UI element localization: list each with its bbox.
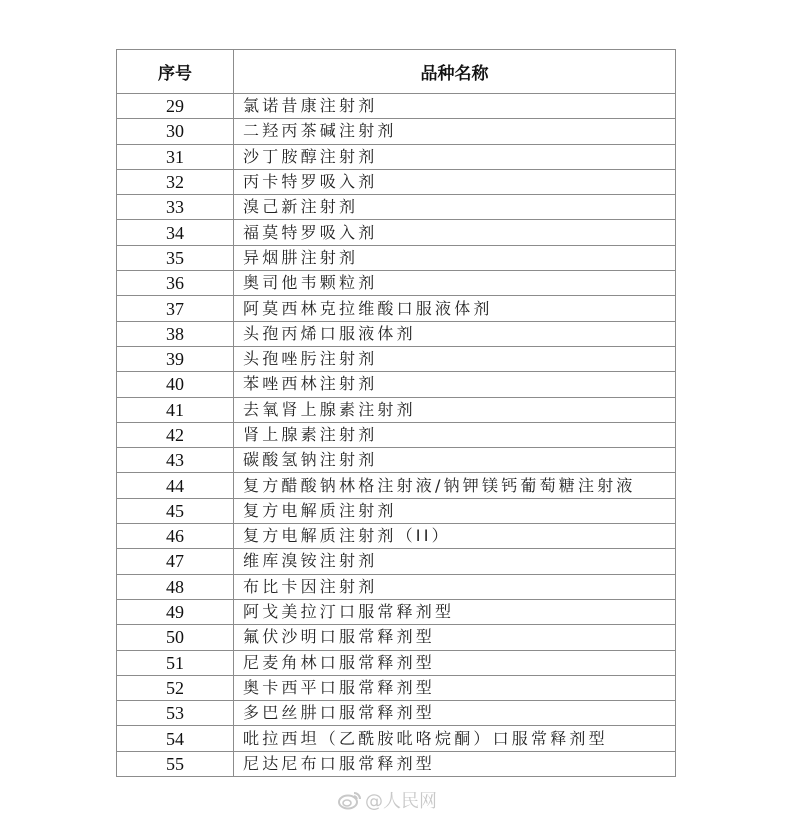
table-body [117, 94, 676, 777]
row-drug-name: 福莫特罗吸入剂 [234, 220, 676, 245]
row-drug-name: 头孢唑肟注射剂 [234, 346, 676, 371]
row-index: 34 [117, 220, 234, 245]
row-drug-name: 氯诺昔康注射剂 [234, 94, 676, 119]
table-row [117, 473, 676, 498]
row-drug-name: 尼达尼布口服常释剂型 [234, 751, 676, 776]
row-drug-name: 沙丁胺醇注射剂 [234, 144, 676, 169]
table-row [117, 726, 676, 751]
row-drug-name: 阿戈美拉汀口服常释剂型 [234, 599, 676, 624]
row-drug-name: 奥司他韦颗粒剂 [234, 271, 676, 296]
row-index: 46 [117, 524, 234, 549]
row-drug-name: 奥卡西平口服常释剂型 [234, 675, 676, 700]
table-row [117, 346, 676, 371]
row-index: 41 [117, 397, 234, 422]
row-drug-name: 丙卡特罗吸入剂 [234, 169, 676, 194]
row-index: 55 [117, 751, 234, 776]
table-row [117, 574, 676, 599]
table-row [117, 498, 676, 523]
row-index: 32 [117, 169, 234, 194]
row-index: 51 [117, 650, 234, 675]
row-drug-name: 尼麦角林口服常释剂型 [234, 650, 676, 675]
drug-list-table-container [116, 49, 675, 777]
table-row [117, 169, 676, 194]
watermark [338, 789, 437, 811]
row-index: 31 [117, 144, 234, 169]
table-row [117, 397, 676, 422]
row-index: 44 [117, 473, 234, 498]
table-row [117, 321, 676, 346]
row-drug-name: 碳酸氢钠注射剂 [234, 448, 676, 473]
drug-list-table [116, 49, 676, 777]
table-row [117, 650, 676, 675]
row-drug-name: 复方醋酸钠林格注射液/钠钾镁钙葡萄糖注射液 [234, 473, 676, 498]
table-row [117, 195, 676, 220]
table-row [117, 94, 676, 119]
table-row [117, 372, 676, 397]
table-row [117, 524, 676, 549]
table-row [117, 448, 676, 473]
row-drug-name: 维库溴铵注射剂 [234, 549, 676, 574]
row-drug-name: 溴己新注射剂 [234, 195, 676, 220]
table-row [117, 119, 676, 144]
row-index: 47 [117, 549, 234, 574]
row-index: 50 [117, 625, 234, 650]
row-index: 37 [117, 296, 234, 321]
table-row [117, 675, 676, 700]
row-index: 33 [117, 195, 234, 220]
row-index: 45 [117, 498, 234, 523]
row-drug-name: 苯唑西林注射剂 [234, 372, 676, 397]
header-name: 品种名称 [234, 50, 676, 94]
table-header-row [117, 50, 676, 94]
row-index: 49 [117, 599, 234, 624]
row-drug-name: 布比卡因注射剂 [234, 574, 676, 599]
row-drug-name: 去氧肾上腺素注射剂 [234, 397, 676, 422]
row-index: 48 [117, 574, 234, 599]
row-index: 30 [117, 119, 234, 144]
row-drug-name: 氟伏沙明口服常释剂型 [234, 625, 676, 650]
row-drug-name: 复方电解质注射剂 [234, 498, 676, 523]
row-index: 36 [117, 271, 234, 296]
header-index: 序号 [117, 50, 234, 94]
row-index: 38 [117, 321, 234, 346]
row-drug-name: 肾上腺素注射剂 [234, 422, 676, 447]
row-drug-name: 二羟丙茶碱注射剂 [234, 119, 676, 144]
table-row [117, 271, 676, 296]
table-row [117, 220, 676, 245]
row-index: 53 [117, 701, 234, 726]
row-drug-name: 多巴丝肼口服常释剂型 [234, 701, 676, 726]
watermark-text: @人民网 [365, 791, 437, 812]
row-drug-name: 阿莫西林克拉维酸口服液体剂 [234, 296, 676, 321]
table-row [117, 599, 676, 624]
table-row [117, 625, 676, 650]
row-drug-name: 吡拉西坦（乙酰胺吡咯烷酮）口服常释剂型 [234, 726, 676, 751]
row-drug-name: 异烟肼注射剂 [234, 245, 676, 270]
row-index: 39 [117, 346, 234, 371]
row-index: 52 [117, 675, 234, 700]
row-index: 40 [117, 372, 234, 397]
row-index: 43 [117, 448, 234, 473]
table-row [117, 245, 676, 270]
table-row [117, 751, 676, 776]
row-index: 54 [117, 726, 234, 751]
table-row [117, 422, 676, 447]
table-row [117, 144, 676, 169]
row-index: 29 [117, 94, 234, 119]
table-row [117, 701, 676, 726]
table-row [117, 296, 676, 321]
row-index: 42 [117, 422, 234, 447]
row-drug-name: 头孢丙烯口服液体剂 [234, 321, 676, 346]
weibo-icon [338, 790, 362, 810]
table-row [117, 549, 676, 574]
row-index: 35 [117, 245, 234, 270]
row-drug-name: 复方电解质注射剂（II） [234, 524, 676, 549]
